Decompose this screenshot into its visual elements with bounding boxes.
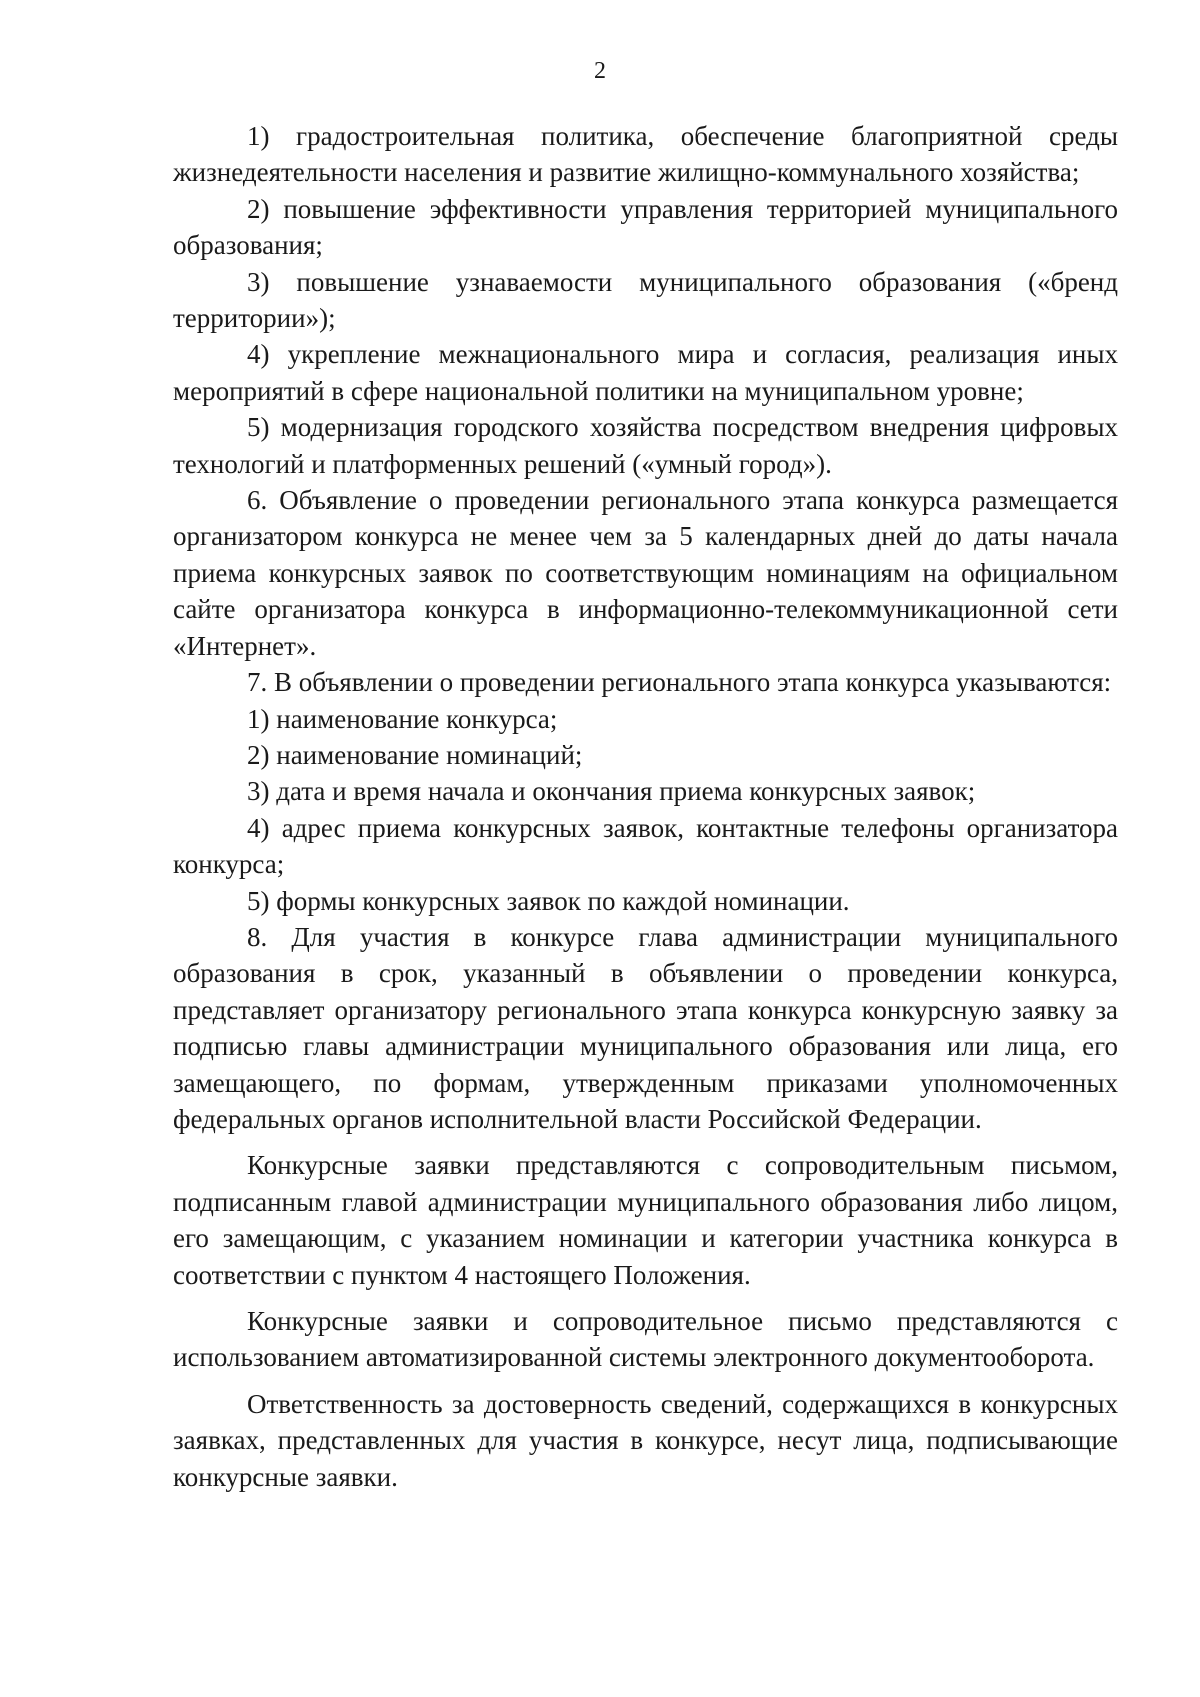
paragraph-cover-letter: Конкурсные заявки представляются с сопроводительным письмом, подписанным главой администрации муниципального образования либо лицом, его замещающим, с указанием номинации и категории участника конкурса в соответствии с пунктом 4 настоящего Положения. <box>173 1150 1118 1290</box>
paragraph-responsibility: Ответственность за достоверность сведений, содержащихся в конкурсных заявках, представленных для участия в конкурсе, несут лица, подписывающие конкурсные заявки. <box>173 1388 1118 1492</box>
paragraph-item-3: 3) повышение узнаваемости муниципального образования («бренд территории»); <box>173 266 1118 334</box>
paragraph-item-4: 4) укрепление межнационального мира и согласия, реализация иных мероприятий в сфере национальной политики на муниципальном уровне; <box>173 339 1118 406</box>
paragraph-clause-7-item-3: 3) дата и время начала и окончания приема конкурсных заявок; <box>247 776 976 807</box>
paragraph-clause-8: 8. Для участия в конкурсе глава администрации муниципального образования в срок, указанный в объявлении о проведении конкурса, представляет организатору регионального этапа конкурса конкурсную заявку за подписью главы администрации муниципального образования или лица, его замещающего, по формам, утвержденным приказами уполномоченных федеральных органов исполнительной власти Российской Федерации. <box>173 921 1118 1134</box>
paragraph-clause-6: 6. Объявление о проведении регионального этапа конкурса размещается организатором конкурса не менее чем за 5 календарных дней до даты начала приема конкурсных заявок по соответствующим номинациям на официальном сайте организатора конкурса в информационно-телекоммуникационной сети «Интернет». <box>173 485 1118 661</box>
paragraph-clause-7-item-4: 4) адрес приема конкурсных заявок, контактные телефоны организатора конкурса; <box>173 812 1118 880</box>
paragraph-item-2: 2) повышение эффективности управления территорией муниципального образования; <box>173 193 1118 261</box>
paragraph-edms: Конкурсные заявки и сопроводительное письмо представляются с использованием автоматизированной системы электронного документооборота. <box>173 1306 1118 1373</box>
paragraph-clause-7: 7. В объявлении о проведении регионального этапа конкурса указываются: <box>247 667 1112 698</box>
paragraph-clause-7-item-1: 1) наименование конкурса; <box>247 703 558 734</box>
page-number: 2 <box>594 58 606 84</box>
paragraph-clause-7-item-5: 5) формы конкурсных заявок по каждой номинации. <box>247 885 850 916</box>
paragraph-item-1: 1) градостроительная политика, обеспечение благоприятной среды жизнедеятельности населения и развитие жилищно-коммунального хозяйства; <box>173 121 1118 188</box>
document-body <box>173 118 1118 1495</box>
paragraph-clause-7-item-2: 2) наименование номинаций; <box>247 739 583 770</box>
paragraph-item-5: 5) модернизация городского хозяйства посредством внедрения цифровых технологий и платформенных решений («умный город»). <box>173 412 1118 479</box>
